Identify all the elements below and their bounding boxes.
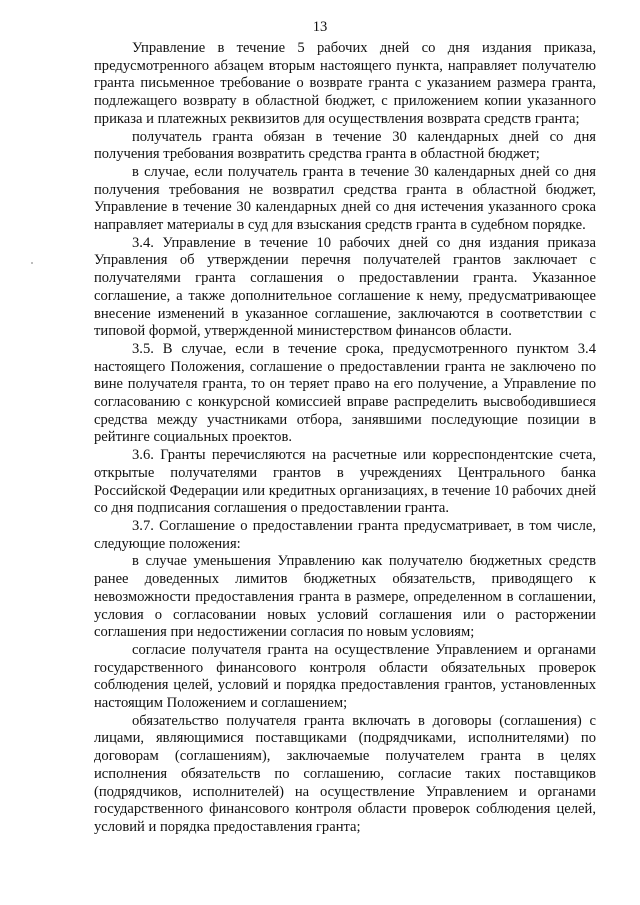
- paragraph-3-6: 3.6. Гранты перечисляются на расчетные или корреспондентские счета, открытые получателями грантов в учреждениях Центрального банка Российской Федерации или кредитных организациях, в течение 10 рабочих дней со дня подписания соглашения о предоставлении гранта.: [94, 447, 596, 517]
- paragraph-supplier-obligation: обязательство получателя гранта включать в договоры (соглашения) с лицами, являющимися поставщиками (подрядчиками, исполнителями) по договорам (соглашениям), заключаемые получателем гранта в целях исполнения обязательств по соглашению, согласие таких поставщиков (подрядчиков, исполнителей) на осуществление Управлением и органами государственного финансового контроля области проверок соблюдения целей, условий и порядка предоставления гранта;: [94, 712, 596, 835]
- paragraph-3-4: 3.4. Управление в течение 10 рабочих дней со дня издания приказа Управления об утверждении перечня получателей грантов заключает с получателями гранта соглашения о предоставлении гранта. Указанное соглашение, а также дополнительное соглашение к нему, предусматривающее внесение изменений в указанное соглашение, заключаются в соответствии с типовой формой, утвержденной министерством финансов области.: [94, 234, 596, 340]
- paragraph-grant-return-notice: Управление в течение 5 рабочих дней со дня издания приказа, предусмотренного абзацем вторым настоящего пункта, направляет получателю гранта письменное требование о возврате гранта с указанием размера гранта, подлежащего возврату в областной бюджет, с приложением копии указанного приказа и платежных реквизитов для осуществления возврата средств гранта;: [94, 40, 596, 127]
- paragraph-court-recovery: в случае, если получатель гранта в течение 30 календарных дней со дня получения требования не возвратил средства гранта в областной бюджет, Управление в течение 30 календарных дней со дня истечения указанного срока направляет материалы в суд для взыскания средств гранта в судебном порядке.: [94, 163, 596, 234]
- paragraph-recipient-obligation: получатель гранта обязан в течение 30 календарных дней со дня получения требования возвратить средства гранта в областной бюджет;: [94, 128, 596, 163]
- paragraph-limits-reduction: в случае уменьшения Управлению как получателю бюджетных средств ранее доведенных лимитов бюджетных обязательств, приводящего к невозможности предоставления гранта в размере, определенном в соглашении, условия о согласовании новых условий соглашения или о расторжении соглашения при недостижении согласия по новым условиям;: [94, 553, 596, 641]
- paragraph-3-7: 3.7. Соглашение о предоставлении гранта предусматривает, в том числе, следующие положения:: [94, 517, 596, 552]
- paragraph-control-consent: согласие получателя гранта на осуществление Управлением и органами государственного финансового контроля области обязательных проверок соблюдения целей, условий и порядка предоставления грантов, установленных настоящим Положением и соглашением;: [94, 641, 596, 712]
- page-number: 13: [312, 19, 328, 35]
- scan-speck: [31, 262, 33, 264]
- paragraph-3-5: 3.5. В случае, если в течение срока, предусмотренного пунктом 3.4 настоящего Положения, соглашение о предоставлении гранта не заключено по вине получателя гранта, то он теряет право на его получение, а Управление по согласованию с конкурсной комиссией вправе распределить высвободившиеся средства между участниками отбора, занявшими последующие позиции в рейтинге социальных проектов.: [94, 340, 596, 446]
- document-body: [94, 40, 596, 837]
